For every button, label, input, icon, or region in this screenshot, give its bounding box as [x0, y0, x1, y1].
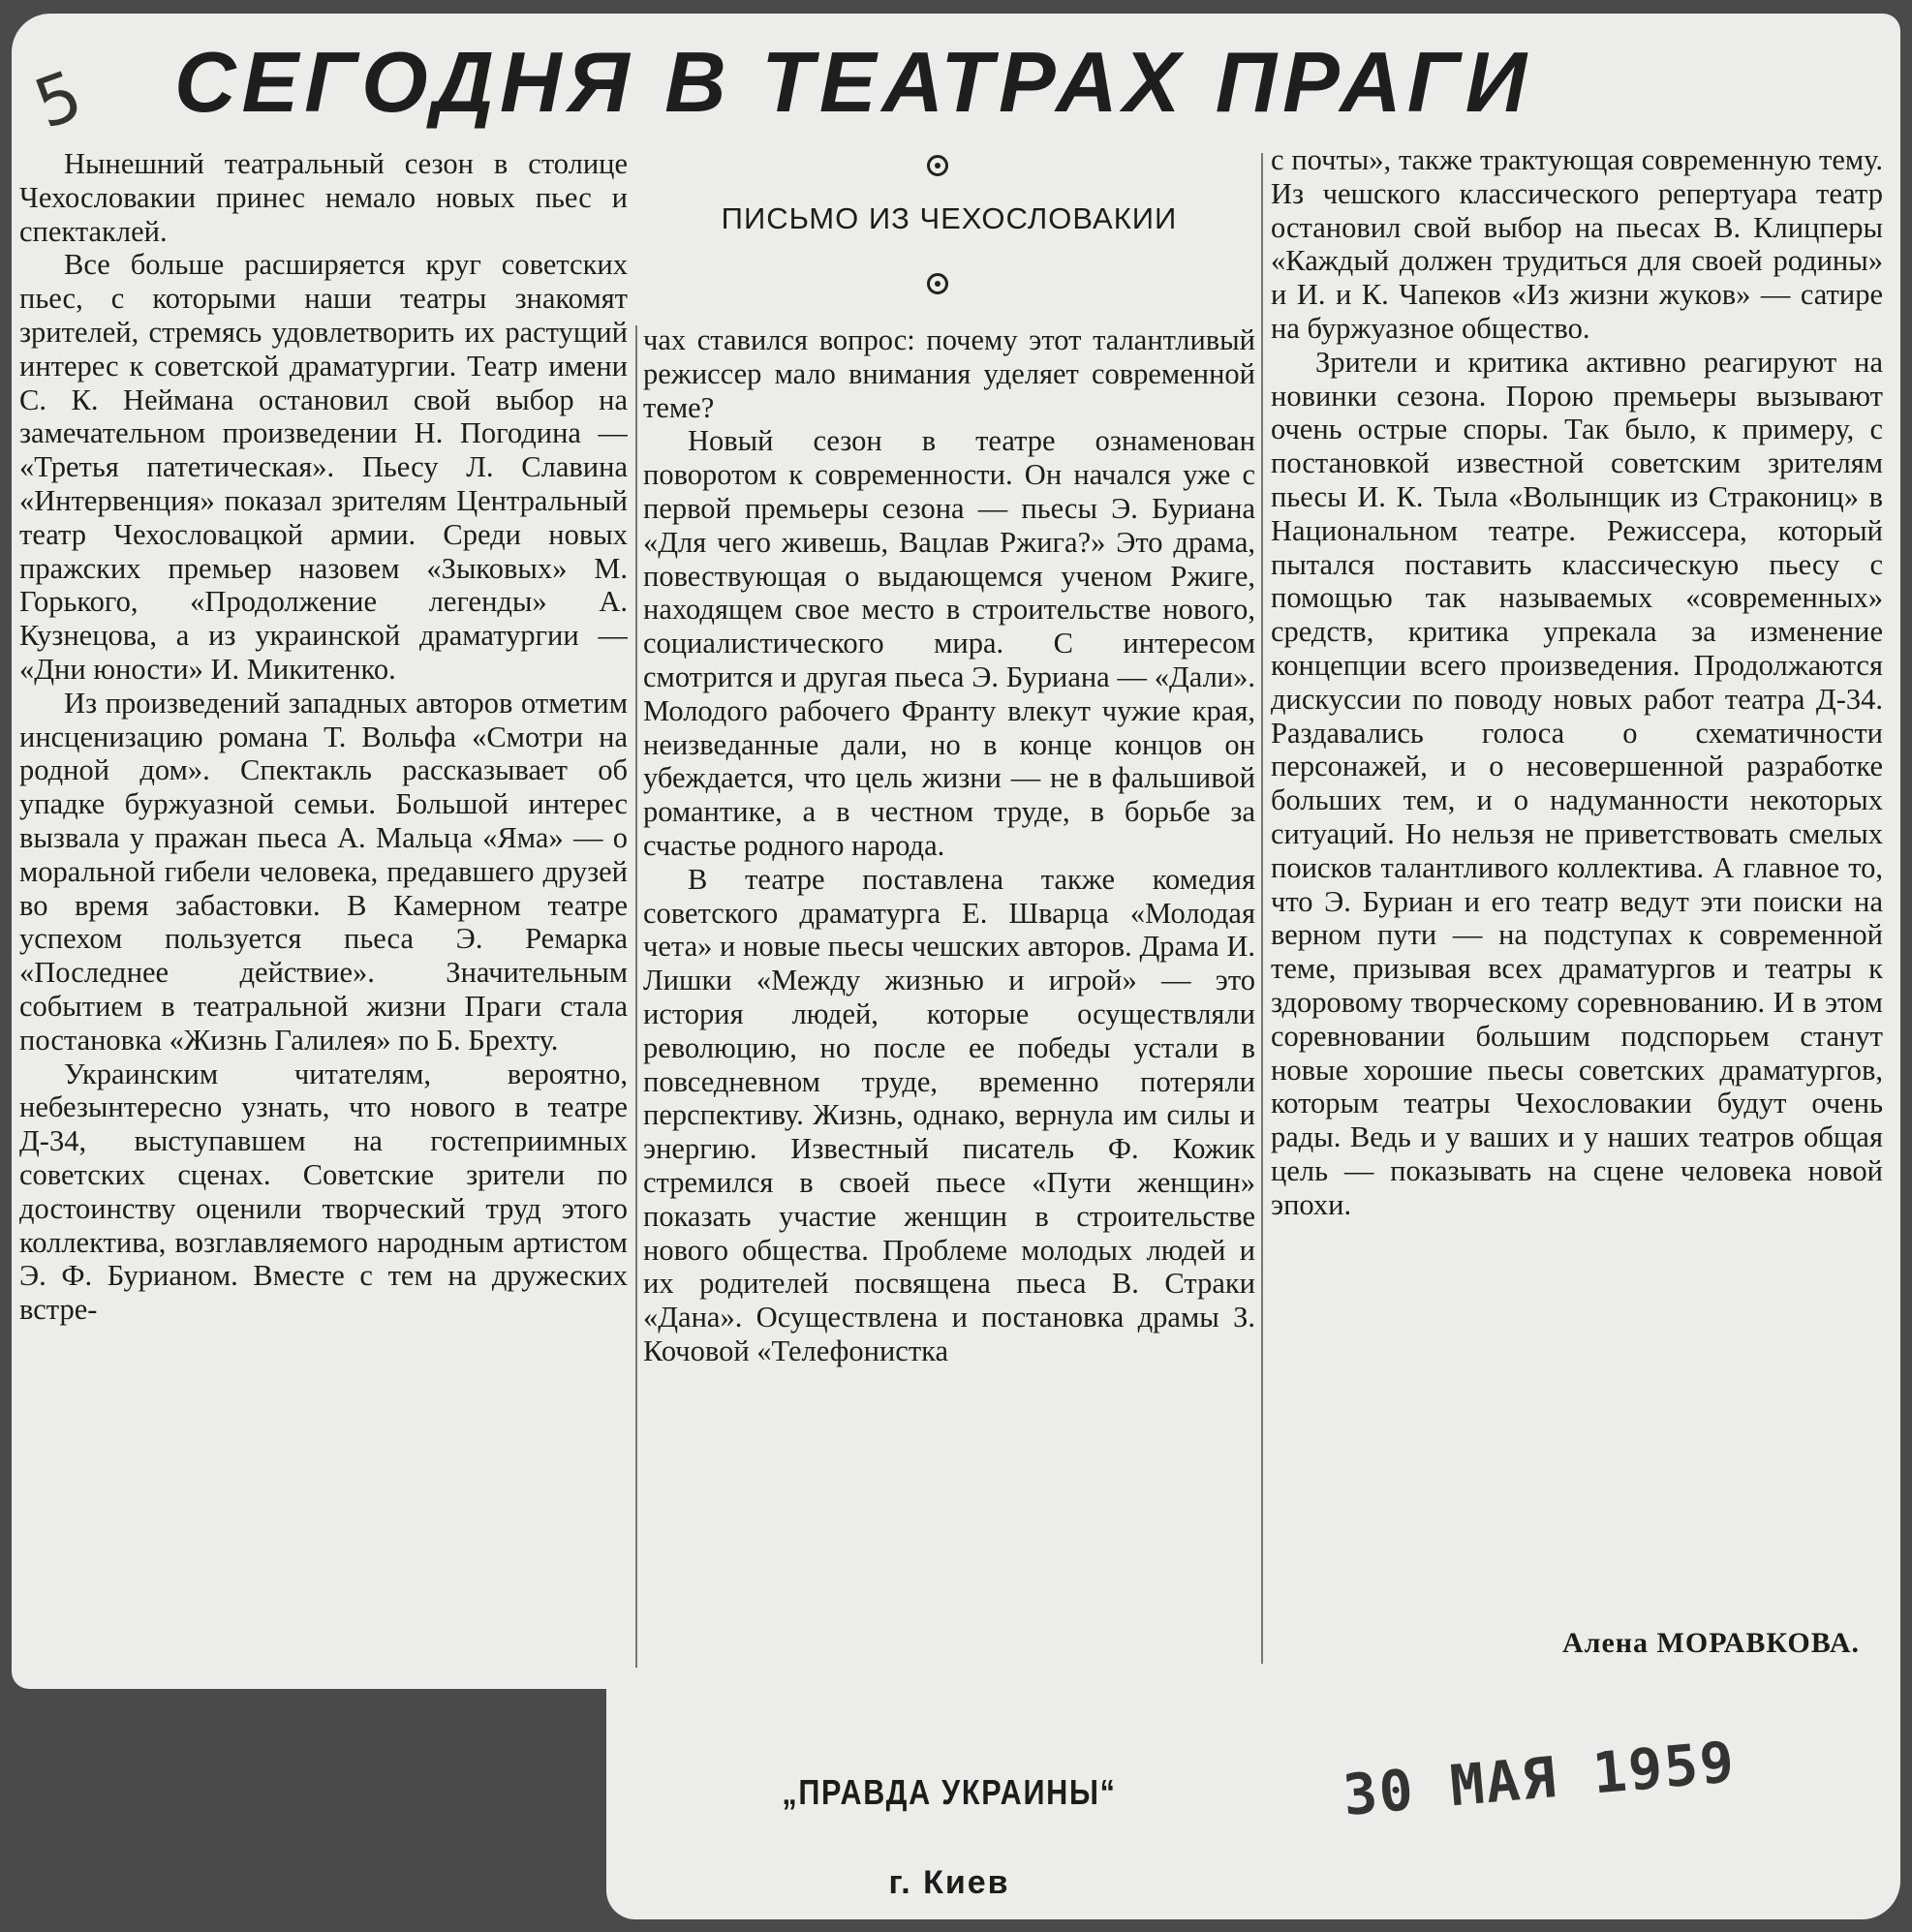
article-headline: СЕГОДНЯ В ТЕАТРАХ ПРАГИ: [174, 34, 1533, 130]
article-subheading: ПИСЬМО ИЗ ЧЕХОСЛОВАКИИ: [721, 201, 1178, 235]
text-column-1: [19, 147, 628, 1677]
paragraph: Украинским читателям, вероятно, небезынтересно узнать, что нового в театре Д-34, выступавшем на гостеприимных советских сценах. Советские зрители по достоинству оценили творческий труд этого коллектива, возглавляемого народным артистом Э. Ф. Бурианом. Вместе с тем на дружеских встре-: [19, 1057, 628, 1327]
ornament-circle-icon: [927, 273, 948, 294]
ornament-circle-icon: [927, 155, 948, 176]
newspaper-city: г. Киев: [888, 1864, 1010, 1901]
text-column-2: [643, 323, 1255, 1679]
paragraph: Из произведений западных авторов отметим инсценизацию романа Т. Вольфа «Смотри на родной дом». Спектакль рассказывает об упадке буржуазной семьи. Большой интерес вызвала у пражан пьеса А. Мальца «Яма» — о моральной гибели человека, предавшего друзей во время забастовки. В Камерном театре успехом пользуется пьеса Э. Ремарка «Последнее действие». Значительным событием в театральной жизни Праги стала постановка «Жизнь Галилея» по Б. Брехту.: [19, 686, 628, 1057]
text-column-3: [1271, 143, 1883, 1683]
pencil-mark: 5: [24, 54, 93, 145]
paragraph: Нынешний театральный сезон в столице Чехословакии принес немало новых пьес и спектаклей.: [19, 147, 628, 248]
column-divider: [635, 325, 637, 1668]
paragraph: Все больше расширяется круг советских пьес, с которыми наши театры знакомят зрителей, стремясь удовлетворить их растущий интерес к советской драматургии. Театр имени С. К. Неймана остановил свой выбор на замечательном произведении Н. Погодина — «Третья патетическая». Пьесу Л. Славина «Интервенция» показал зрителям Центральный театр Чехословацкой армии. Среди новых пражских премьер назовем «Зыковых» М. Горького, «Продолжение легенды» А. Кузнецова, а из украинской драматургии — «Дни юности» И. Микитенко.: [19, 248, 628, 686]
author-signature: Алена МОРАВКОВА.: [1561, 1627, 1860, 1659]
newspaper-name: „ПРАВДА УКРАИНЫ“: [782, 1772, 1117, 1812]
paragraph: с почты», также трактующая современную тему. Из чешского классического репертуара театр остановил свой выбор на пьесах В. Клицперы «Каждый должен трудиться для своей родины» и И. и К. Чапеков «Из жизни жуков» — сатире на буржуазное общество.: [1271, 143, 1883, 345]
paragraph: чах ставился вопрос: почему этот талантливый режиссер мало внимания уделяет современной теме?: [643, 323, 1255, 424]
paragraph: В театре поставлена также комедия советского драматурга Е. Шварца «Молодая чета» и новые пьесы чешских авторов. Драма И. Лишки «Между жизнью и игрой» — это история людей, которые осуществляли революцию, но после ее победы устали в повседневном труде, временно потеряли перспективу. Жизнь, однако, вернула им силы и энергию. Известный писатель Ф. Кожик стремился в своей пьесе «Пути женщин» показать участие женщин в строительстве нового общества. Проблеме молодых людей и их родителей посвящена пьеса В. Страки «Дана». Осуществлена и постановка драмы З. Кочовой «Телефонистка: [643, 862, 1255, 1367]
column-divider: [1261, 153, 1263, 1664]
paragraph: Новый сезон в театре ознаменован поворотом к современности. Он начался уже с первой премьеры сезона — пьесы Э. Буриана «Для чего живешь, Вацлав Ржига?» Это драма, повествующая о выдающемся ученом Ржиге, находящем свое место в строительстве нового, социалистического мира. С интересом смотрится и другая пьеса Э. Буриана — «Дали». Молодого рабочего Франту влекут чужие края, неизведанные дали, но в конце концов он убеждается, что цель жизни — не в фальшивой романтике, а в честном труде, в борьбе за счастье родного народа.: [643, 424, 1255, 862]
paragraph: Зрители и критика активно реагируют на новинки сезона. Порою премьеры вызывают очень острые споры. Так было, к примеру, с постановкой известной советским зрителям пьесы И. К. Тыла «Волынщик из Стракониц» в Национальном театре. Режиссера, который пытался поставить классическую пьесу с помощью так называемых «современных» средств, критика упрекала за изменение концепции всего произведения. Продолжаются дискуссии по поводу новых работ театра Д-34. Раздавались голоса о схематичности персонажей, и о несовершенной разработке больших тем, и о надуманности некоторых ситуаций. Но нельзя не приветствовать смелых поисков талантливого коллектива. А главное то, что Э. Буриан и его театр ведут эти поиски на верном пути — на подступах к современной теме, призывая всех драматургов и театры к здоровому творческому соревнованию. И в этом соревновании большим подспорьем станут новые хорошие пьесы советских драматургов, которым театры Чехословакии будут очень рады. Ведь и у ваших и у наших театров общая цель — показывать на сцене человека новой эпохи.: [1271, 345, 1883, 1221]
date-stamp: 30 МАЯ 1959: [1341, 1728, 1739, 1828]
